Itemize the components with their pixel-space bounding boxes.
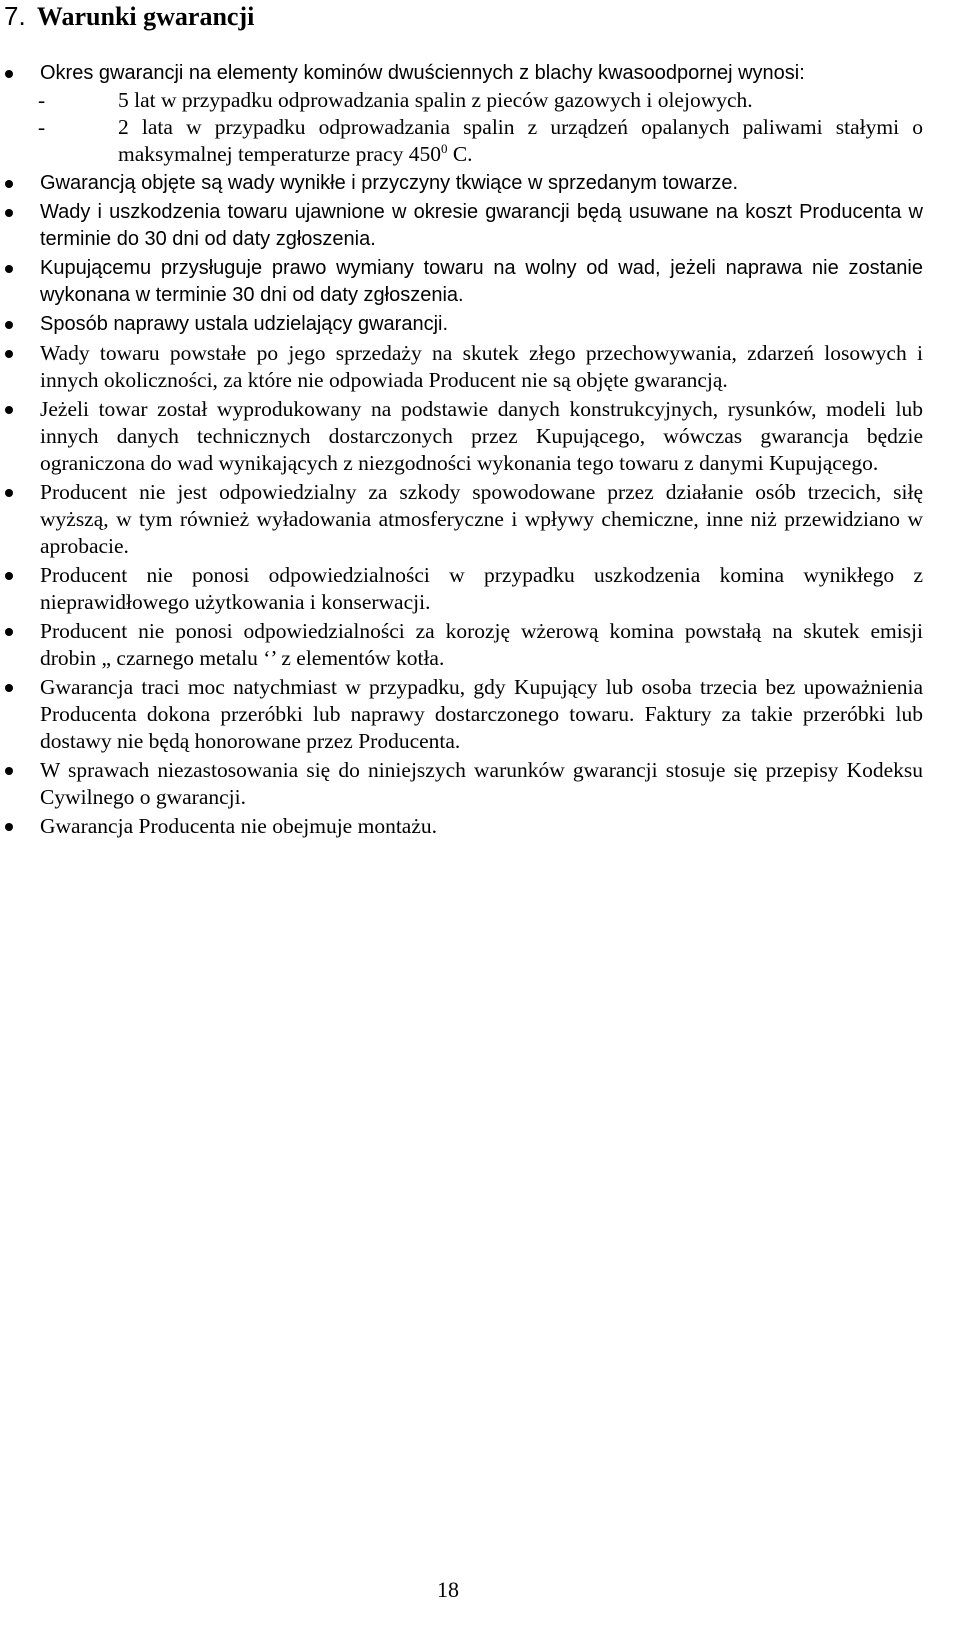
list-item	[0, 674, 923, 755]
bullet-icon	[5, 684, 13, 692]
list-item-text: Jeżeli towar został wyprodukowany na podstawie danych konstrukcyjnych, rysunków, modeli lub innych danych technicznych dostarczonych przez Kupującego, wówczas gwarancja będzie ograniczona do wad wynikających z niezgodności wykonania tego towaru z danymi Kupującego.	[40, 397, 923, 475]
bullet-icon	[5, 572, 13, 580]
list-item-text: Gwarancja Producenta nie obejmuje montażu.	[40, 814, 438, 838]
degree-superscript: 0	[440, 140, 448, 156]
bullet-icon	[5, 489, 13, 497]
sublist-item-text: 5 lat w przypadku odprowadzania spalin z pieców gazowych i olejowych.	[118, 88, 753, 112]
list-item-text: Okres gwarancji na elementy kominów dwuściennych z blachy kwasoodpornej wynosi:	[40, 62, 805, 84]
list-item-text: Producent nie ponosi odpowiedzialności za korozję wżerową komina powstałą na skutek emisji drobin „ czarnego metalu ‘’ z elementów kotła.	[40, 619, 923, 670]
list-item	[0, 618, 923, 672]
list-item	[0, 60, 923, 168]
sublist-item-text-unit: C.	[447, 142, 473, 166]
list-item-text: Wady towaru powstałe po jego sprzedaży na skutek złego przechowywania, zdarzeń losowych i innych okoliczności, za które nie odpowiada Producent nie są objęte gwarancją.	[40, 341, 923, 392]
list-item-text: Sposób naprawy ustala udzielający gwarancji.	[40, 313, 449, 335]
sublist-item	[0, 114, 923, 168]
list-item	[0, 311, 923, 338]
section-heading	[4, 0, 254, 33]
list-item	[0, 479, 923, 560]
list-item	[0, 255, 923, 309]
list-item	[0, 396, 923, 477]
bullet-icon	[5, 406, 13, 414]
list-item-text: Wady i uszkodzenia towaru ujawnione w okresie gwarancji będą usuwane na koszt Producenta w terminie do 30 dni od daty zgłoszenia.	[40, 201, 923, 250]
dash-marker: -	[38, 115, 46, 139]
list-item-text: Gwarancją objęte są wady wynikłe i przyczyny tkwiące w sprzedanym towarze.	[40, 172, 739, 194]
list-item-text: Gwarancja traci moc natychmiast w przypadku, gdy Kupujący lub osoba trzecia bez upoważnienia Producenta dokona przeróbki lub naprawy dostarczonego towaru. Faktury za takie przeróbki lub dostawy nie będą honorowane przez Producenta.	[40, 675, 923, 753]
list-item-text: Kupującemu przysługuje prawo wymiany towaru na wolny od wad, jeżeli naprawa nie zostanie wykonana w terminie 30 dni od daty zgłoszenia.	[40, 257, 923, 306]
bullet-icon	[5, 209, 13, 217]
section-title: Warunki gwarancji	[36, 2, 255, 31]
bullet-icon	[5, 321, 13, 329]
list-item	[0, 813, 923, 840]
sublist-item	[0, 87, 923, 114]
list-item	[0, 757, 923, 811]
bullet-icon	[5, 823, 13, 831]
list-item	[0, 199, 923, 253]
bullet-icon	[5, 767, 13, 775]
list-item-text: W sprawach niezastosowania się do niniejszych warunków gwarancji stosuje się przepisy Kodeksu Cywilnego o gwarancji.	[40, 758, 923, 809]
list-item-text: Producent nie ponosi odpowiedzialności w przypadku uszkodzenia komina wynikłego z nieprawidłowego użytkowania i konserwacji.	[40, 563, 923, 614]
bullet-icon	[5, 265, 13, 273]
sublist-item-text	[40, 114, 923, 168]
warranty-period-sublist	[40, 87, 923, 168]
list-item	[0, 562, 923, 616]
bullet-icon	[5, 628, 13, 636]
bullet-icon	[5, 70, 13, 78]
sublist-item-text-main: 2 lata w przypadku odprowadzania spalin z urządzeń opalanych paliwami stałymi o maksymalnej temperaturze pracy 450	[118, 115, 923, 166]
bullet-icon	[5, 350, 13, 358]
list-item-text: Producent nie jest odpowiedzialny za szkody spowodowane przez działanie osób trzecich, siłę wyższą, w tym również wyładowania atmosferyczne i wpływy chemiczne, inne niż przewidziano w aprobacie.	[40, 480, 923, 558]
warranty-terms-list	[0, 60, 960, 842]
dash-marker: -	[38, 88, 46, 112]
section-number: 7.	[4, 1, 26, 31]
list-item	[0, 340, 923, 394]
bullet-icon	[5, 180, 13, 188]
page-number: 18	[437, 1577, 459, 1602]
list-item	[0, 170, 923, 197]
